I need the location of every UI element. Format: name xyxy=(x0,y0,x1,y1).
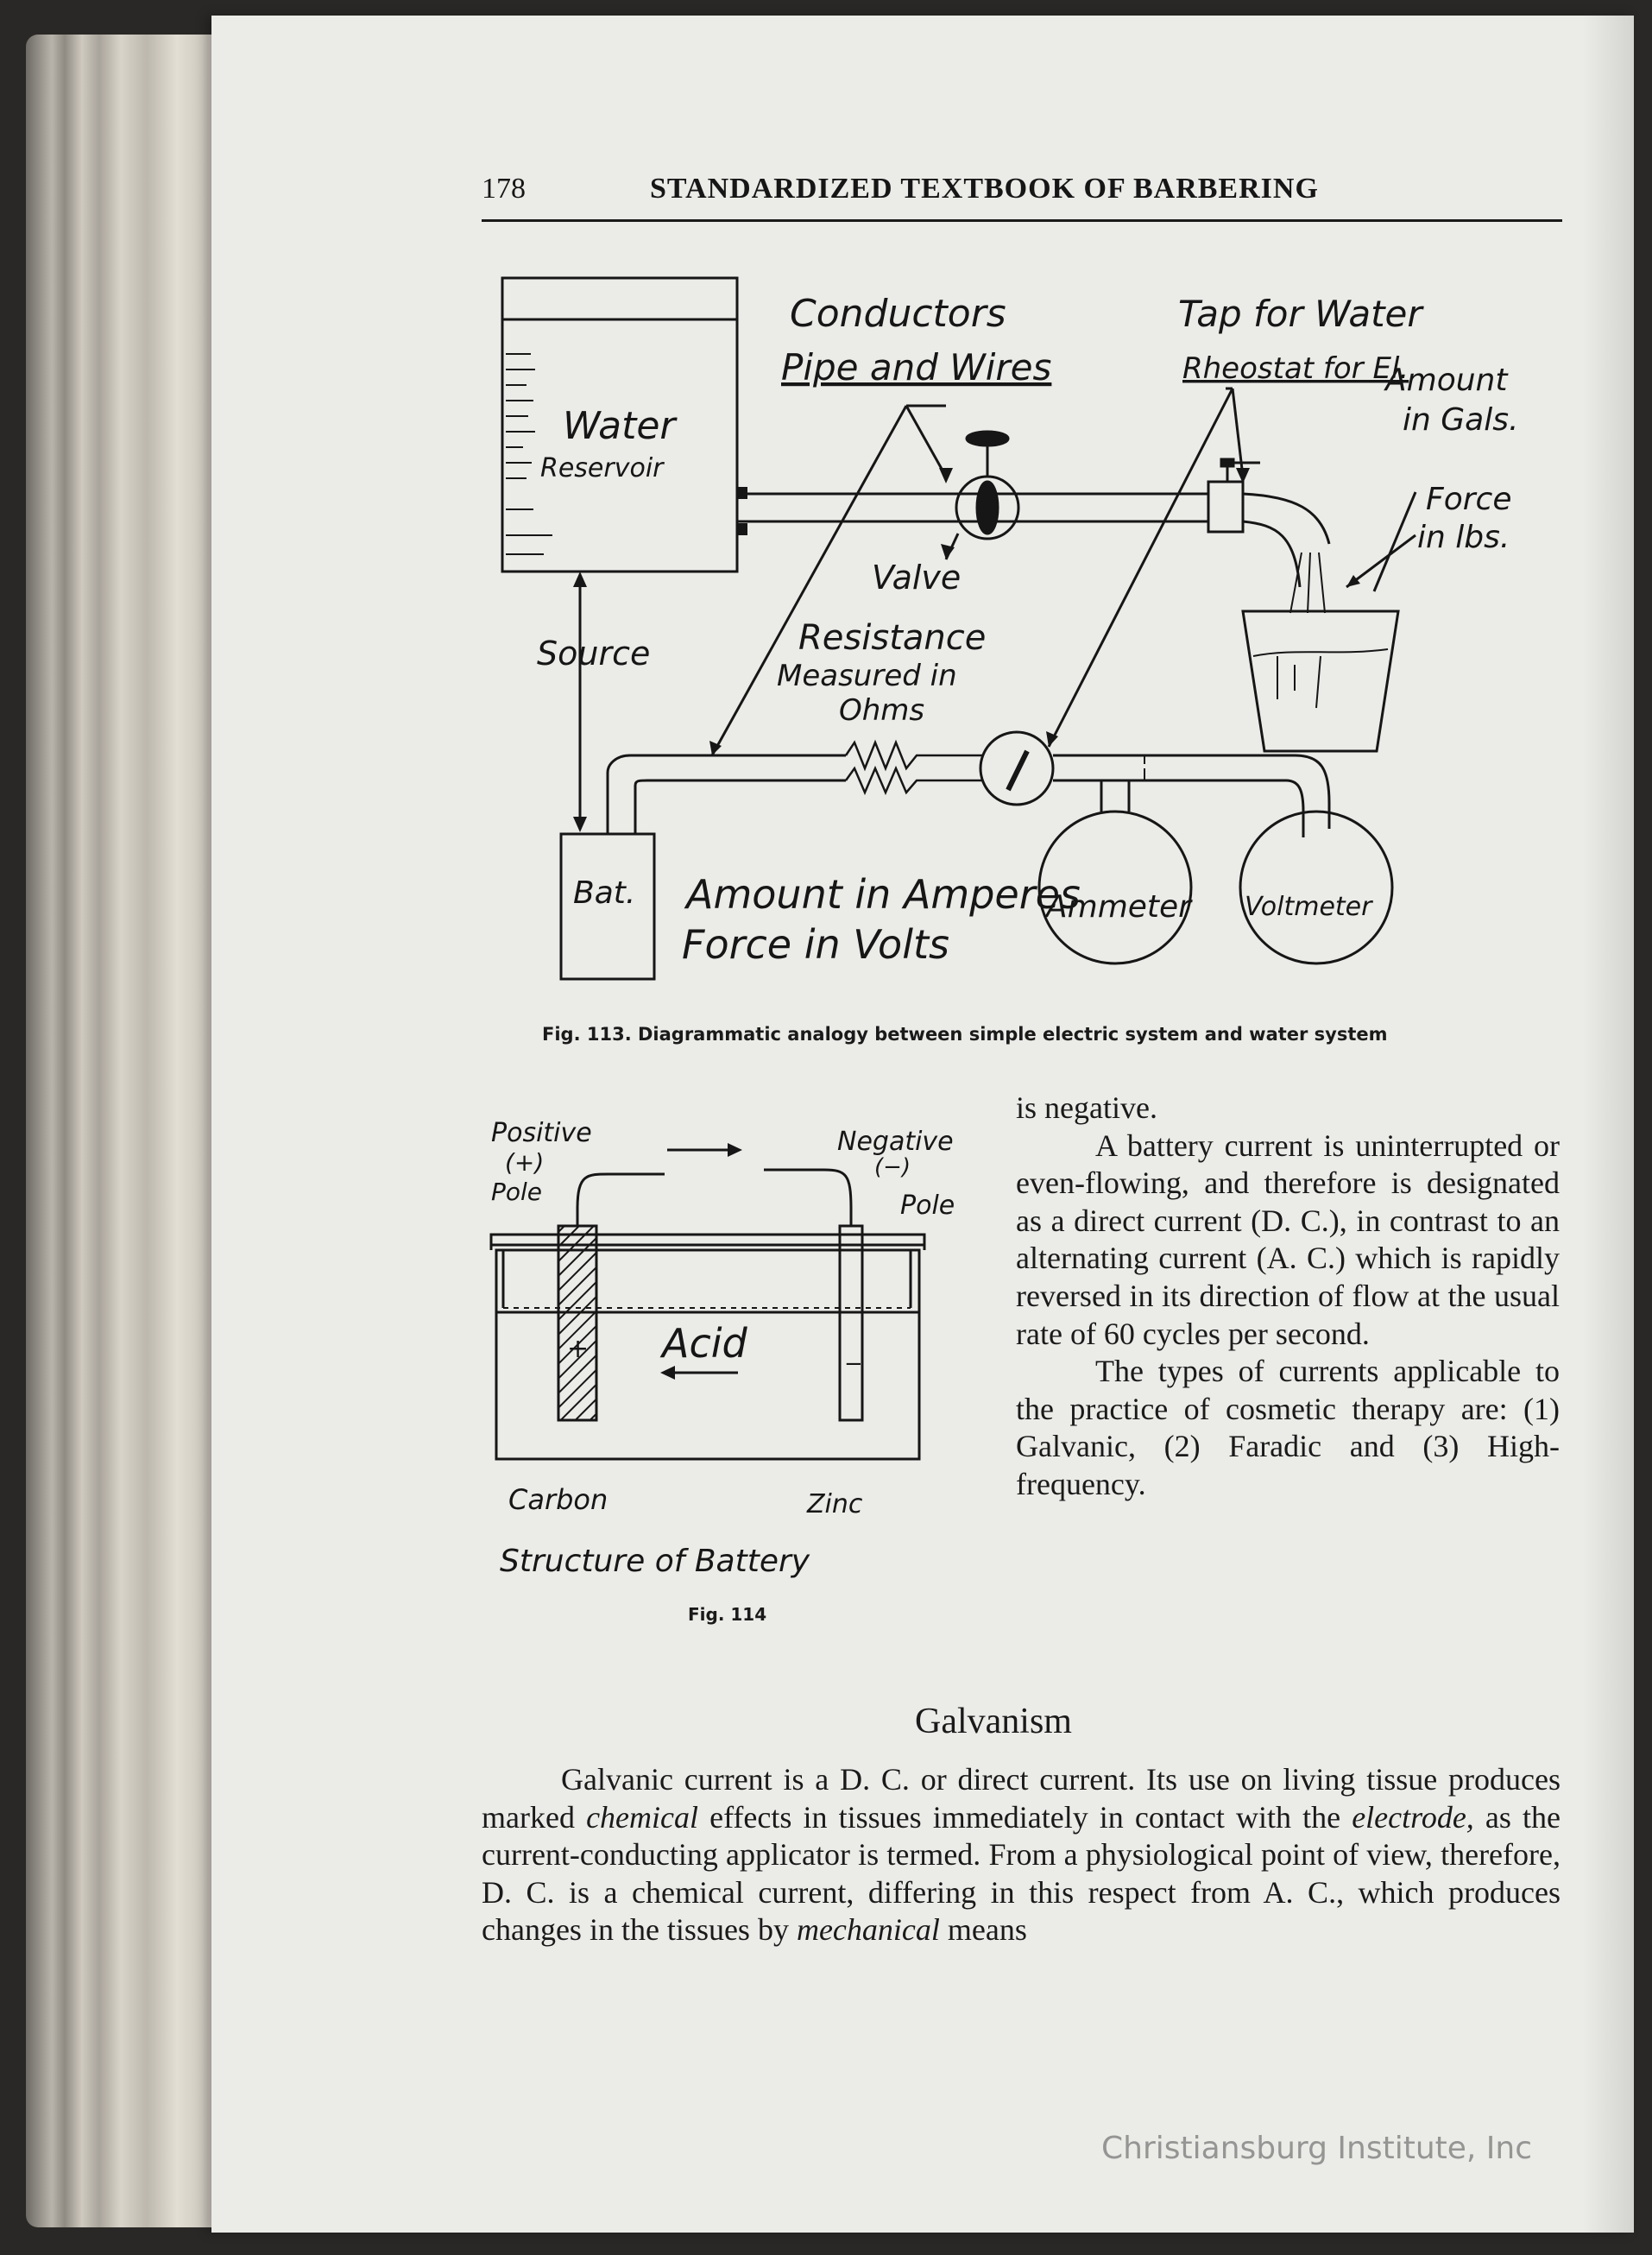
label-water: Water xyxy=(563,404,676,448)
label-plus: + xyxy=(567,1334,590,1364)
figure-114-caption: Fig. 114 xyxy=(688,1604,767,1625)
body-text-run-1: Galvanic current is a D. C. or direct current. Its use on living tissue produces marked xyxy=(482,1762,1561,1835)
label-amount-in-gals-1: Amount xyxy=(1385,363,1508,398)
section-title-galvanism: Galvanism xyxy=(915,1702,1072,1741)
label-force-in-lbs-2: in lbs. xyxy=(1417,520,1510,555)
label-reservoir: Reservoir xyxy=(540,453,664,483)
label-tap-for-water: Tap for Water xyxy=(1178,293,1422,335)
label-carbon: Carbon xyxy=(508,1483,608,1516)
label-resistance: Resistance xyxy=(798,618,987,658)
emphasis-mechanical: mechanical xyxy=(796,1912,940,1948)
label-pole-left: Pole xyxy=(491,1178,543,1206)
label-voltmeter: Voltmeter xyxy=(1245,892,1372,922)
figure-113-caption: Fig. 113. Diagrammatic analogy between simple electric system and water system xyxy=(542,1024,1388,1045)
body-text-run-4: means xyxy=(939,1912,1027,1948)
running-title: STANDARDIZED TEXTBOOK OF BARBERING xyxy=(650,173,1319,205)
label-zinc: Zinc xyxy=(807,1489,863,1519)
label-positive-sign: (+) xyxy=(505,1148,545,1177)
label-conductors: Conductors xyxy=(790,292,1006,336)
label-measured-in: Measured in xyxy=(777,659,957,693)
watermark: Christiansburg Institute, Inc xyxy=(1101,2131,1533,2166)
label-positive: Positive xyxy=(491,1118,592,1148)
voltmeter-dial xyxy=(1240,812,1392,963)
label-acid: Acid xyxy=(662,1320,747,1367)
label-amount-in-gals-2: in Gals. xyxy=(1403,402,1519,438)
label-ohms: Ohms xyxy=(839,693,925,728)
page-header xyxy=(482,169,1562,222)
right-column-text xyxy=(1016,1090,1560,1504)
body-text-run-2: effects in tissues immediately in contact with the xyxy=(698,1799,1352,1835)
page-number: 178 xyxy=(482,173,526,205)
label-bat: Bat. xyxy=(573,875,636,911)
label-pole-right: Pole xyxy=(900,1191,955,1221)
figure-114-diagram xyxy=(479,1105,955,1606)
paragraph-battery-current: A battery current is uninterrupted or even-flowing, and therefore is designated as a direct current (D. C.), in contrast to an alternating current (A. C.) which is rapidly reversed in its direction of flow at the usual rate of 60 cycles per second. xyxy=(1016,1128,1560,1351)
label-force-in-lbs-1: Force xyxy=(1426,482,1512,517)
galvanism-paragraph xyxy=(482,1761,1561,1949)
paragraph-is-negative: is negative. xyxy=(1016,1090,1157,1125)
label-pipe-and-wires: Pipe and Wires xyxy=(781,346,1052,388)
zinc-electrode xyxy=(840,1226,862,1420)
label-rheostat: Rheostat for El. xyxy=(1182,351,1409,386)
emphasis-electrode: electrode, xyxy=(1352,1799,1474,1835)
label-negative: Negative xyxy=(837,1127,954,1157)
figure-113-diagram xyxy=(466,250,1571,1010)
book-page-edges xyxy=(26,35,242,2227)
label-negative-sign: (−) xyxy=(874,1154,911,1180)
paragraph-types-of-currents: The types of currents applicable to the practice of cosmetic therapy are: (1) Galvanic, (2) Faradic and (3) High-frequency. xyxy=(1016,1354,1560,1501)
label-force-in-volts: Force in Volts xyxy=(682,921,949,968)
galvanism-body xyxy=(482,1761,1561,1949)
label-amount-in-amperes: Amount in Amperes xyxy=(686,871,1081,918)
label-source: Source xyxy=(537,635,651,673)
body-text-run-3: as the current-conducting applicator is termed. From a physiological point of view, therefore, D. C. is a chemical current, differing in this respect from A. C., which produces changes in the tissues by xyxy=(482,1799,1561,1948)
emphasis-chemical: chemical xyxy=(586,1799,698,1835)
water-bucket xyxy=(1243,611,1398,751)
label-structure-of-battery: Structure of Battery xyxy=(500,1544,810,1579)
page-gutter-shadow xyxy=(1582,16,1634,2233)
carbon-electrode xyxy=(558,1226,596,1420)
label-minus: − xyxy=(844,1351,863,1377)
label-ammeter: Ammeter xyxy=(1046,889,1191,925)
label-valve: Valve xyxy=(872,559,962,597)
